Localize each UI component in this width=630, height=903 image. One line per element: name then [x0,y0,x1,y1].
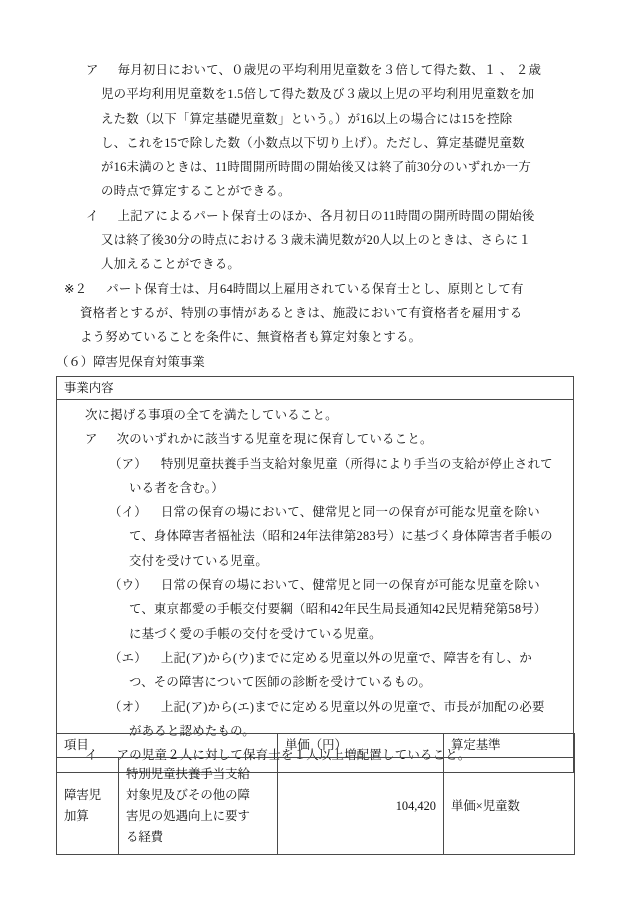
content-line-7-text: 日常の保育の場において、健常児と同一の保育が可能な児童を除い [160,578,540,593]
price-table-header-basis: 算定基準 [444,734,575,758]
content-line-4-text: 日常の保育の場において、健常児と同一の保育が可能な児童を除い [160,505,540,520]
list-item-a-line-1 [0,58,630,82]
content-line-3 [57,476,573,500]
list-item-a-text-1: 毎月初日において、０歳児の平均利用児童数を３倍して得た数、１ 、 ２歳 [117,63,542,77]
content-line-11-text: つ、その障害について医師の診断を受けているもの。 [129,675,432,690]
content-table-header-cell: 事業内容 [57,377,574,400]
content-line-9 [57,622,573,646]
price-table [56,733,575,855]
price-item-desc-line-4: る経費 [126,830,164,844]
content-line-1 [57,427,573,451]
list-item-a-text-3: えた数（以下「算定基礎児童数」という。）が16以上の場合には15を控除 [101,111,513,126]
content-marker-u-sub: （ウ） [109,578,147,593]
content-marker-a: ア [85,432,98,447]
list-item-a-line-6 [0,179,630,203]
content-line-10-text: 上記(ア)から(ウ)までに定める児童以外の児童で、障害を有し、か [160,650,533,665]
note-block [0,277,630,350]
note-text-3: よう努めていることを条件に、無資格者も算定対象とする。 [80,330,422,345]
content-table-body-cell [57,400,574,773]
note-text-1: パート保育士は、月64時間以上雇用されている保育士とし、原則として有 [106,281,524,296]
list-item-a-text-2: 児の平均利用児童数を1.5倍して得た数及び３歳以上児の平均利用児童数を加 [101,87,535,102]
content-line-5-text: て、身体障害者福祉法（昭和24年法律第283号）に基づく身体障害者手帳の [129,529,553,544]
content-line-10 [57,646,573,670]
price-item-desc-line-3: 害児の処遇向上に要す [126,809,250,823]
page-section-heading: （６）障害児保育対策事業 [56,355,205,369]
content-line-7 [57,573,573,597]
list-item-a-text-4: し、これを15で除した数（小数点以下切り上げ）。ただし、算定基礎児童数 [101,135,525,150]
price-table-row [57,758,575,855]
list-item-i-line-3 [0,252,630,276]
price-item-desc-line-2: 対象児及びその他の障 [126,788,250,802]
list-item-a-line-2 [0,82,630,106]
content-line-3-text: いる者を含む。） [129,480,224,495]
content-line-5 [57,524,573,548]
list-marker-a: ア [86,63,99,77]
list-item-i-text-2: 又は終了後30分の時点における３歳未満児数が20人以上のときは、さらに１ [101,233,532,248]
list-item-a-line-5 [0,155,630,179]
list-item-i-line-1 [0,204,630,228]
list-item-a-text-6: の時点で算定することができる。 [101,184,291,199]
list-item-i [0,204,630,277]
content-marker-i: イ [85,748,98,763]
price-item-label-line-1: 障害児 [64,788,102,802]
note-text-2: 資格者とするが、特別の事情があるときは、施設において有資格者を雇用する [80,305,523,320]
content-line-11 [57,670,573,694]
content-line-12-text: 上記(ア)から(エ)までに定める児童以外の児童で、市長が加配の必要 [160,699,545,714]
content-line-14-text: アの児童２人に対して保育士を１人以上増配置していること。 [116,748,471,763]
content-marker-a-sub: （ア） [109,456,147,471]
note-line-2 [0,301,630,325]
list-item-a-text-5: が16未満のときは、11時間開所時間の開始後又は終了前30分のいずれか一方 [101,160,531,175]
price-table-header-unit-price: 単価（円） [278,734,444,758]
list-item-a-line-3 [0,107,630,131]
content-line-9-text: に基づく愛の手帳の交付を受けている児童。 [129,626,382,641]
price-item-label-line-2: 加算 [64,809,89,823]
price-item-desc-line-1: 特別児童扶養手当支給 [126,767,250,781]
content-marker-e-sub: （エ） [109,650,147,665]
content-line-0-text: 次に掲げる事項の全てを満たしていること。 [85,408,338,422]
list-item-i-line-2 [0,228,630,252]
list-item-a-line-4 [0,131,630,155]
note-marker: ※２ [64,281,88,296]
content-table-body-row [57,400,574,773]
content-line-8-text: て、東京都愛の手帳交付要綱（昭和42年民生局長通知42民児精発第58号） [129,602,547,617]
content-line-6 [57,549,573,573]
content-table [56,376,574,773]
content-line-6-text: 交付を受けている児童。 [129,553,269,568]
list-item-i-text-3: 人加えることができる。 [101,257,241,272]
content-table-header-row [57,377,574,400]
content-line-2 [57,452,573,476]
content-line-8 [57,597,573,621]
content-marker-o-sub: （オ） [109,699,147,714]
list-item-a [0,58,630,204]
content-line-1-text: 次のいずれかに該当する児童を現に保育していること。 [116,432,433,447]
price-table-header-item: 項目 [57,734,278,758]
note-line-3 [0,325,630,349]
top-section [0,58,630,350]
list-marker-i: イ [86,208,99,223]
list-item-i-text-1: 上記アによるパート保育士のほか、各月初日の11時間の開所時間の開始後 [117,208,535,223]
content-line-12 [57,695,573,719]
content-line-13-text: があると認めたもの。 [129,723,255,738]
price-table-unit-price-value: 104,420 [278,758,444,855]
price-table-basis-value: 単価×児童数 [444,758,575,855]
content-marker-i-sub: （イ） [109,505,147,520]
price-table-item-label [57,758,119,855]
content-line-0 [57,403,573,427]
price-table-item-description [119,758,278,855]
content-line-4 [57,500,573,524]
price-table-header-row [57,734,575,758]
note-line-1 [0,277,630,301]
content-line-2-text: 特別児童扶養手当支給対象児童（所得により手当の支給が停止されて [160,456,553,471]
